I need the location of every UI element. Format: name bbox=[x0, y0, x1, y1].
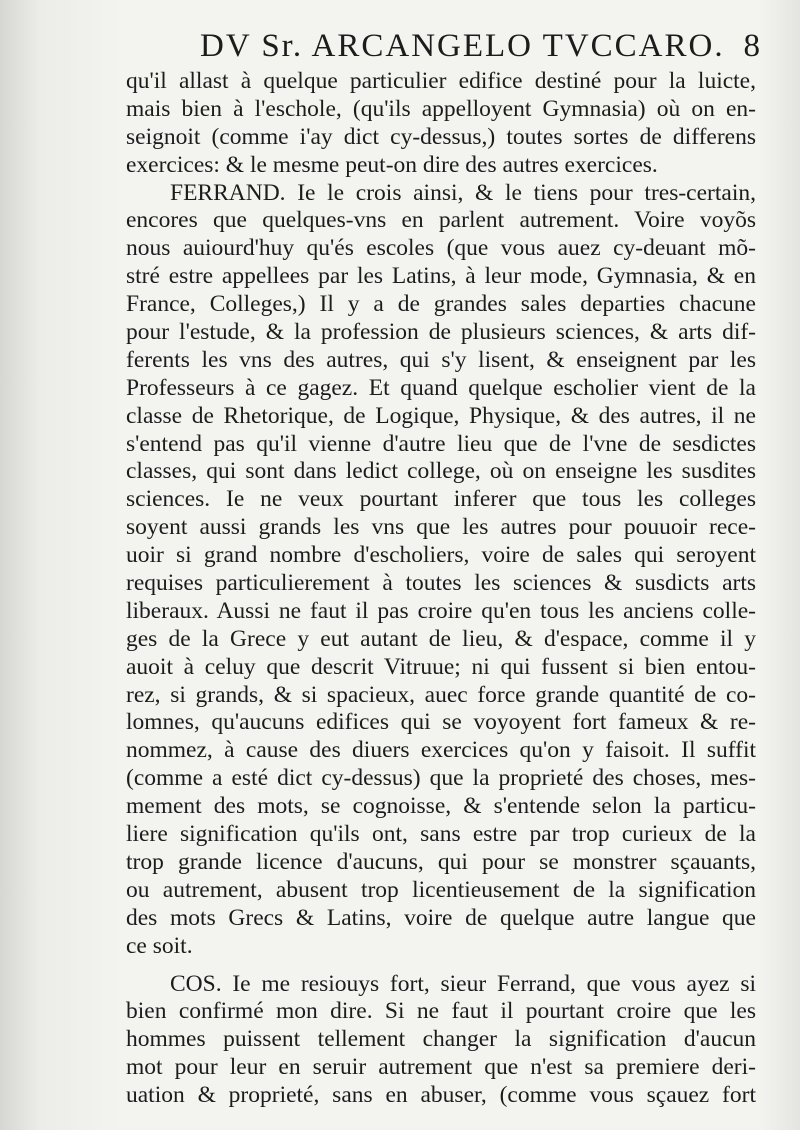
text-line: mot pour leur en seruir autrement que n'est sa premiere deri- bbox=[126, 1054, 756, 1081]
text-line: qu'il allast à quelque particulier edifice destiné pour la luicte, bbox=[126, 68, 756, 94]
text-line: encores que quelques-vns en parlent autrement. Voire voyõs bbox=[126, 207, 756, 234]
text-line: lomnes, qu'aucuns edifices qui se voyoyent fort fameux & re- bbox=[126, 709, 756, 736]
text-line: trop grande licence d'aucuns, qui pour se monstrer sçauants, bbox=[126, 848, 756, 875]
text-line: sciences. Ie ne veux pourtant inferer que tous les colleges bbox=[126, 486, 756, 513]
text-line: bien confirmé mon dire. Si ne faut il pourtant croire que les bbox=[126, 998, 756, 1025]
text-line: hommes puissent tellement changer la signification d'aucun bbox=[126, 1026, 756, 1053]
text-line: ferents les vns des autres, qui s'y lisent, & enseignent par les bbox=[126, 346, 756, 373]
text-line: uation & proprieté, sans en abuser, (comme vous sçauez fort bbox=[126, 1082, 756, 1109]
text-block bbox=[126, 68, 756, 1110]
paragraph-gap bbox=[126, 961, 756, 971]
text-line: stré estre appellees par les Latins, à leur mode, Gymnasia, & en bbox=[126, 263, 756, 290]
text-line: rez, si grands, & si spacieux, auec force grande quantité de co- bbox=[126, 681, 756, 708]
text-line: nous auiourd'huy qu'és escoles (que vous auez cy-deuant mõ- bbox=[126, 235, 756, 262]
text-line: liberaux. Aussi ne faut il pas croire qu'en tous les anciens colle- bbox=[126, 597, 756, 624]
text-line: ges de la Grece y eut autant de lieu, & d'espace, comme il y bbox=[126, 625, 756, 652]
text-line: mais bien à l'eschole, (qu'ils appelloyent Gymnasia) où on en- bbox=[126, 95, 756, 122]
text-line: ou autrement, abusent trop licentieusement de la signification bbox=[126, 876, 756, 903]
text-line: des mots Grecs & Latins, voire de quelque autre langue que bbox=[126, 904, 756, 931]
text-line: pour l'estude, & la profession de plusieurs sciences, & arts dif- bbox=[126, 319, 756, 346]
text-line: (comme a esté dict cy-dessus) que la proprieté des choses, mes- bbox=[126, 765, 756, 792]
text-line: classe de Rhetorique, de Logique, Physique, & des autres, il ne bbox=[126, 402, 756, 429]
speaker-line: FERRAND. Ie le crois ainsi, & le tiens pour tres-certain, bbox=[170, 179, 756, 206]
speaker-line: COS. Ie me resiouys fort, sieur Ferrand, que vous ayez si bbox=[170, 970, 756, 997]
running-title: DV Sr. ARCANGELO TVCCARO. bbox=[200, 28, 725, 64]
text-line: ce soit. bbox=[126, 932, 193, 959]
text-line: requises particulierement à toutes les sciences & susdicts arts bbox=[126, 570, 756, 597]
text-line: soyent aussi grands les vns que les autres pour pouuoir rece- bbox=[126, 514, 756, 541]
text-line: auoit à celuy que descrit Vitruue; ni qui fussent si bien entou- bbox=[126, 653, 756, 680]
text-line: exercices: & le mesme peut-on dire des autres exercices. bbox=[126, 151, 658, 178]
text-line: uoir si grand nombre d'escholiers, voire de sales qui seroyent bbox=[126, 542, 756, 569]
page-number: 8 bbox=[743, 28, 760, 64]
text-line: nommez, à cause des diuers exercices qu'on y faisoit. Il suffit bbox=[126, 737, 756, 764]
text-line: seignoit (comme i'ay dict cy-dessus,) toutes sortes de differens bbox=[126, 123, 756, 150]
text-line: France, Colleges,) Il y a de grandes sales departies chacune bbox=[126, 291, 756, 318]
text-line: s'entend pas qu'il vienne d'autre lieu que de l'vne de sesdictes bbox=[126, 430, 756, 457]
text-line: classes, qui sont dans ledict college, où on enseigne les susdites bbox=[126, 458, 756, 485]
text-line: Professeurs à ce gagez. Et quand quelque escholier vient de la bbox=[126, 374, 756, 401]
page-header bbox=[200, 28, 760, 68]
text-line: liere signification qu'ils ont, sans estre par trop curieux de la bbox=[126, 821, 756, 848]
text-line: mement des mots, se cognoisse, & s'entende selon la particu- bbox=[126, 793, 756, 820]
